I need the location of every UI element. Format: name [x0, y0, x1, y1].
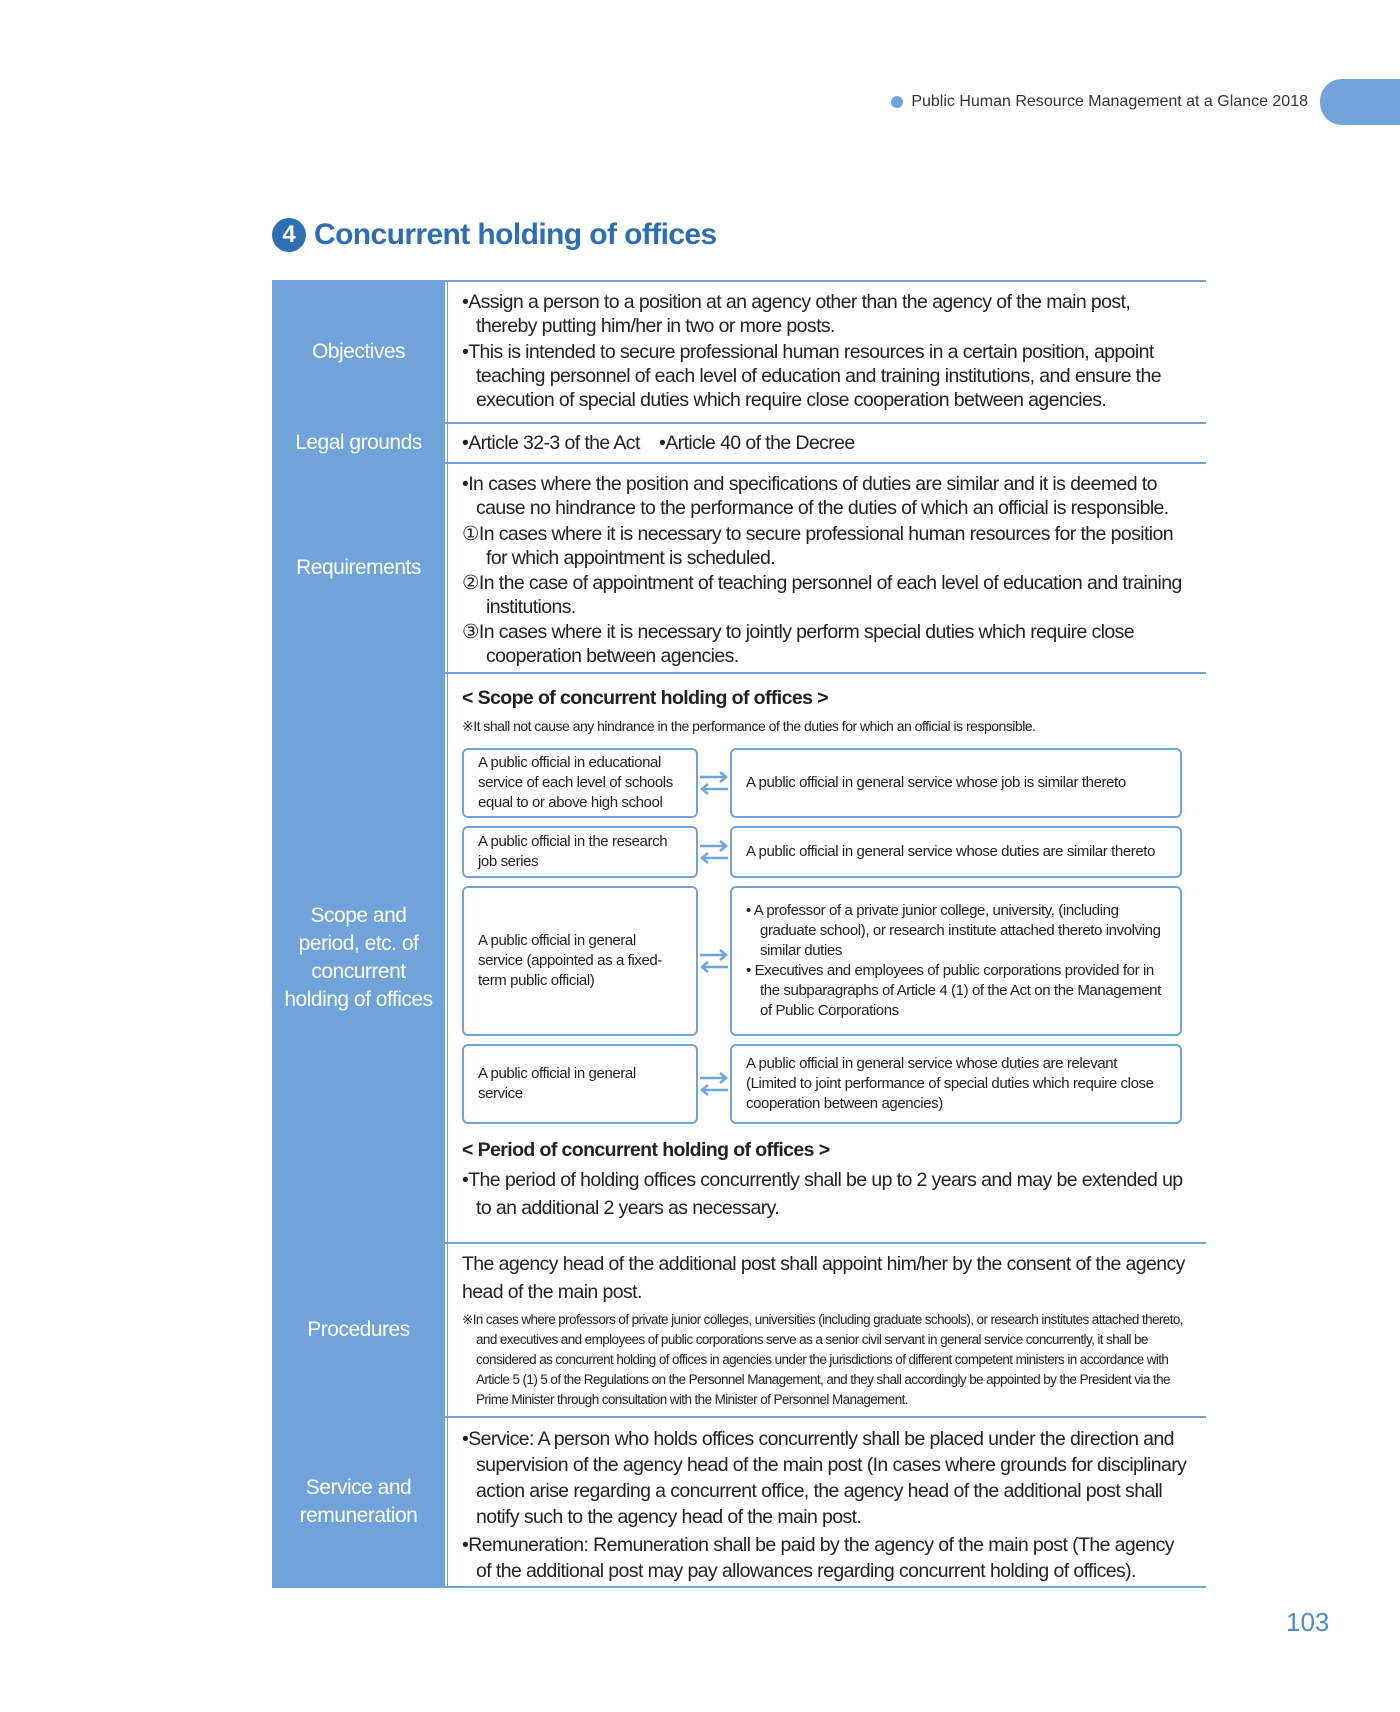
row-content-legal-grounds	[447, 424, 1206, 462]
diagram-right-bullet: • A professor of a private junior college, university, (including graduate school), or research institute attached thereto involving similar duties	[746, 902, 1161, 959]
diagram-left-box	[462, 826, 698, 878]
row-content-scope-period	[447, 674, 1206, 1242]
section-number-badge: 4	[272, 218, 306, 252]
row-scope-period	[272, 674, 1206, 1244]
procedures-note: ※In cases where professors of private junior colleges, universities (including graduate schools), or research institutes attached thereto, and executives and employees of public corporations serve as a senior civil servant in general service concurrently, it shall be considered as concurrent holding of offices in agencies under the jurisdictions of different competent ministers in accordance with Article 5 (1) 5 of the Regulations on the Personnel Management, and they shall accordingly be appointed by the President via the Prime Minister through consultation with the Minister of Personnel Management.	[462, 1312, 1183, 1407]
bullet-dot-icon	[891, 96, 903, 108]
row-label-procedures: Procedures	[272, 1244, 447, 1416]
requirement-item: ②In the case of appointment of teaching personnel of each level of education and training institutions.	[462, 572, 1182, 618]
row-requirements	[272, 464, 1206, 674]
diagram-right-text: A public official in general service whose duties are similar thereto	[746, 843, 1156, 860]
row-label-legal-grounds: Legal grounds	[272, 424, 447, 462]
diagram-left-box	[462, 1044, 698, 1124]
bidirectional-arrow-icon	[698, 837, 730, 867]
label-line: Service and	[305, 1476, 412, 1499]
label-line: holding of offices	[284, 988, 433, 1011]
row-objectives	[272, 282, 1206, 424]
page-number: 103	[1286, 1607, 1330, 1637]
label-line: Scope and	[310, 904, 407, 927]
row-content-objectives	[447, 282, 1206, 422]
diagram-right-text: A public official in general service whose job is similar thereto	[746, 774, 1126, 791]
row-content-requirements	[447, 464, 1206, 672]
page-edge-tab	[1320, 79, 1400, 125]
bidirectional-arrow-icon	[698, 946, 730, 976]
diagram-left-box	[462, 748, 698, 818]
diagram-right-text: A public official in general service whose duties are relevant (Limited to joint performance of special duties which require close cooperation between agencies)	[746, 1055, 1154, 1112]
row-label-requirements: Requirements	[272, 464, 447, 672]
diagram-right-bullet: • Executives and employees of public corporations provided for in the subparagraphs of Article 4 (1) of the Act on the Management of Public Corporations	[746, 962, 1161, 1019]
diagram-right-box	[730, 1044, 1182, 1124]
objective-bullet: •This is intended to secure professional human resources in a certain position, appoint teaching personnel of each level of education and training institutions, and ensure the execution of special duties which require close cooperation between agencies.	[462, 341, 1161, 411]
section-title	[272, 218, 717, 252]
requirement-item: ①In cases where it is necessary to secure professional human resources for the position for which appointment is scheduled.	[462, 523, 1173, 569]
row-label-objectives: Objectives	[272, 282, 447, 422]
row-legal-grounds	[272, 424, 1206, 464]
scope-diagram	[462, 748, 1182, 1138]
period-text: •The period of holding offices concurrently shall be up to 2 years and may be extended up to an additional 2 years as necessary.	[462, 1169, 1183, 1219]
section-title-text: Concurrent holding of offices	[314, 218, 717, 251]
requirement-item: ③In cases where it is necessary to jointly perform special duties which require close cooperation between agencies.	[462, 621, 1135, 667]
diagram-left-text: A public official in general service	[478, 1065, 636, 1102]
diagram-right-box	[730, 826, 1182, 878]
objective-bullet: •Assign a person to a position at an agency other than the agency of the main post, thereby putting him/her in two or more posts.	[462, 291, 1131, 337]
service-bullet: •Service: A person who holds offices concurrently shall be placed under the direction and supervision of the agency head of the main post (In cases where grounds for disciplinary action arise regarding a concurrent office, the agency head of the additional post shall notify such to the agency head of the main post.	[462, 1428, 1187, 1528]
diagram-right-box	[730, 748, 1182, 818]
label-line: concurrent	[311, 960, 406, 983]
requirement-bullet: •In cases where the position and specifications of duties are similar and it is deemed to cause no hindrance to the performance of the duties of which an official is responsible.	[462, 473, 1169, 519]
diagram-left-text: A public official in educational service of each level of schools equal to or above high school	[478, 754, 673, 811]
label-line: remuneration	[299, 1504, 418, 1527]
label-line: period, etc. of	[298, 932, 419, 955]
scope-note: ※It shall not cause any hindrance in the performance of the duties for which an official is responsible.	[462, 718, 1036, 734]
bidirectional-arrow-icon	[698, 768, 730, 798]
row-label-scope-period	[272, 674, 447, 1242]
row-procedures	[272, 1244, 1206, 1418]
row-service-remuneration	[272, 1418, 1206, 1586]
running-title: Public Human Resource Management at a Glance 2018	[911, 93, 1308, 110]
bidirectional-arrow-icon	[698, 1069, 730, 1099]
service-bullet: •Remuneration: Remuneration shall be paid by the agency of the main post (The agency of the additional post may pay allowances regarding concurrent holding of offices).	[462, 1534, 1174, 1582]
legal-grounds-text: •Article 32-3 of the Act •Article 40 of the Decree	[462, 432, 855, 454]
running-header	[891, 93, 1308, 111]
info-table	[272, 280, 1206, 1588]
procedures-text: The agency head of the additional post shall appoint him/her by the consent of the agency head of the main post.	[462, 1253, 1185, 1303]
scope-heading: < Scope of concurrent holding of offices >	[462, 687, 828, 709]
diagram-left-text: A public official in the research job series	[478, 833, 668, 870]
diagram-right-box	[730, 886, 1182, 1036]
period-heading: < Period of concurrent holding of offices >	[462, 1139, 830, 1161]
diagram-left-text: A public official in general service (appointed as a fixed-term public official)	[478, 932, 662, 989]
row-content-procedures	[447, 1244, 1206, 1416]
diagram-left-box	[462, 886, 698, 1036]
row-content-service-remuneration	[447, 1418, 1206, 1586]
row-label-service-remuneration	[272, 1418, 447, 1586]
